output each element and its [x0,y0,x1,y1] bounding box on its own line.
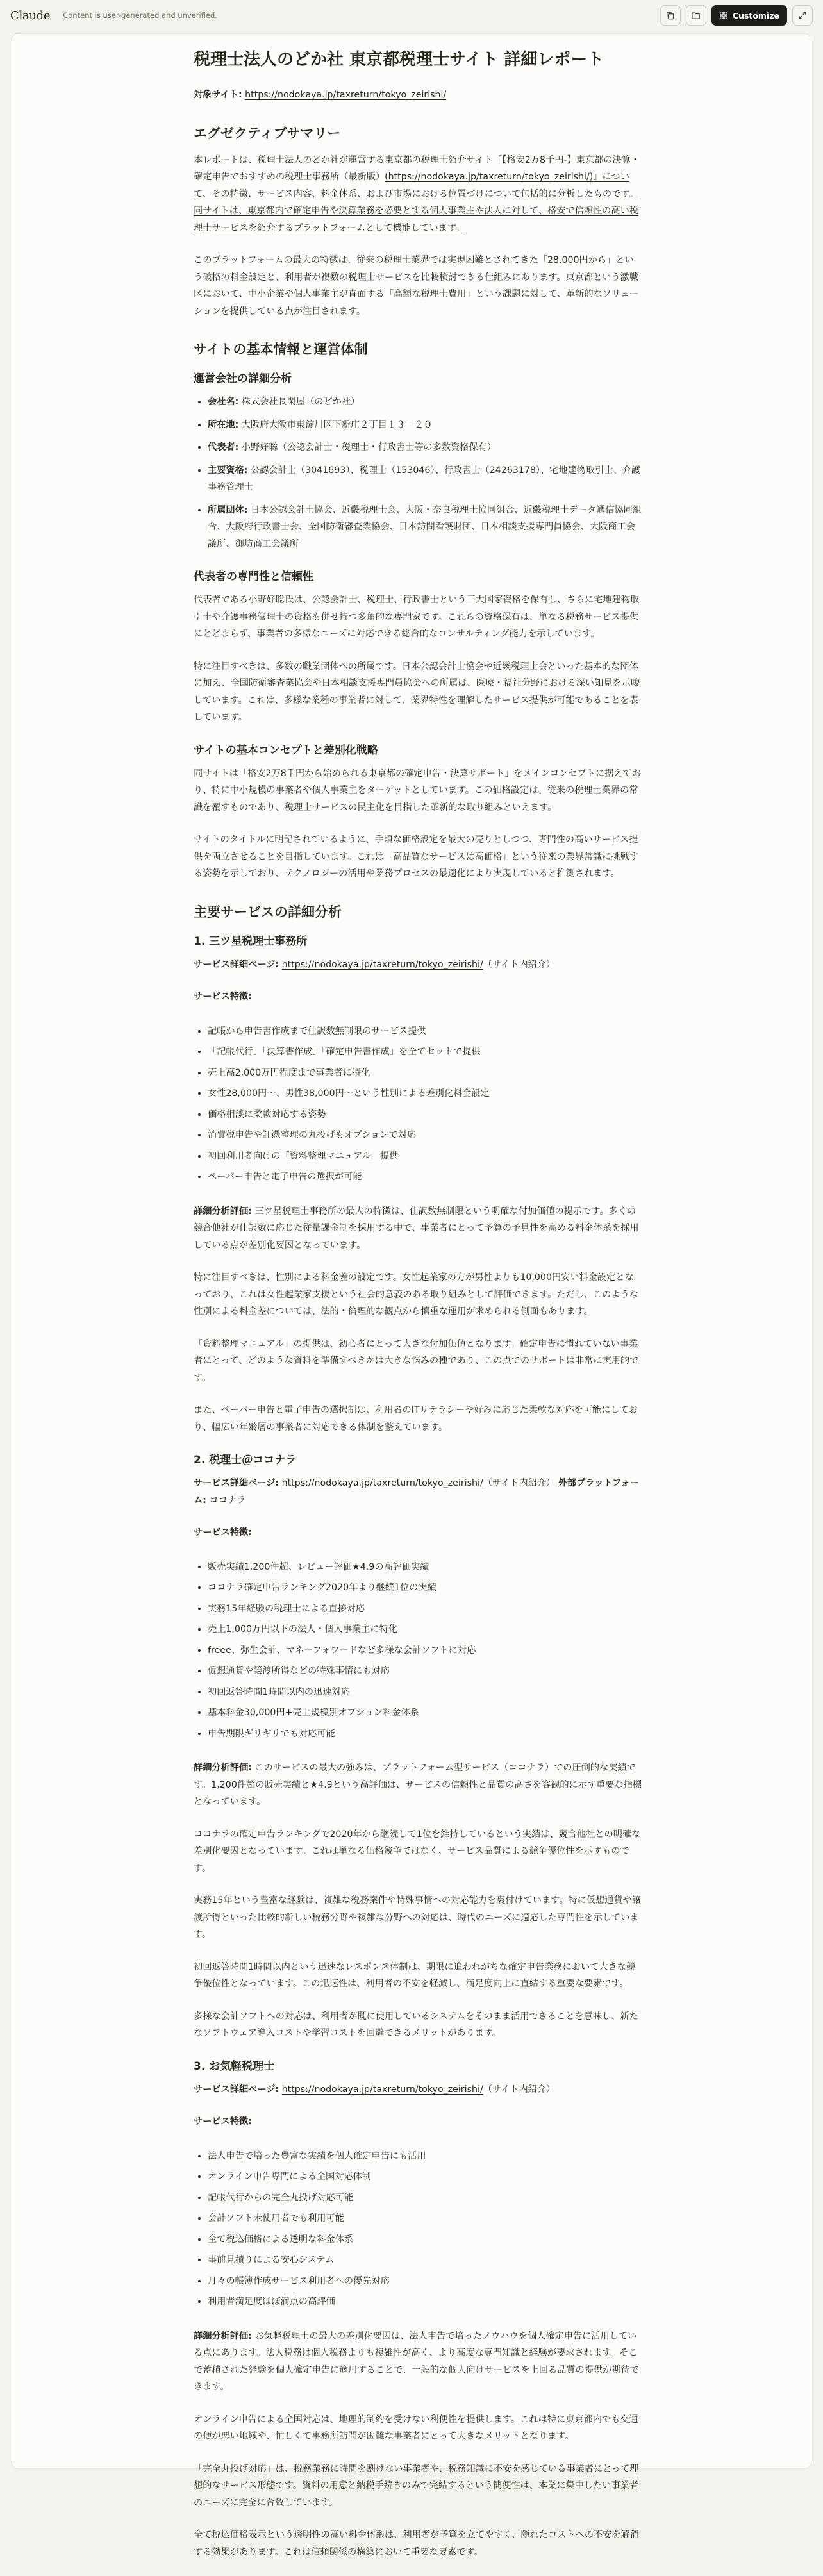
company-info-list [194,394,642,553]
features-label-line [194,2113,642,2131]
customize-label: Customize [732,10,779,21]
company-info-item [208,417,642,434]
feature-item: • オンライン申告専門による全国対応体制 [208,2166,642,2188]
concept-paragraph: サイトのタイトルに明記されているように、手頃な価格設定を最大の売りとしつつ、専門性の高いサービス提供を両立させることを目指しています。これは「高品質なサービスは高価格」という従来の業界常識に挑戦する姿勢を示しており、テクノロジーの活用や業務プロセスの最適化により実現していると推測されます。 [194,835,639,879]
executive-paragraph [194,152,642,237]
expand-button[interactable] [792,5,813,26]
evaluation-paragraph [194,1759,642,1811]
info-value: 公認会計士（3041693）、税理士（153046）、行政書士（24263178）、宅地建物取引士、介護事務管理士 [208,465,641,492]
feature-item: • 仮想通貨や譲渡所得などの特殊事情にも対応 [208,1661,642,1682]
subheading-representative: 代表者の専門性と信頼性 [194,570,313,583]
service-page-line [194,1475,642,1509]
toolbar-actions [660,5,813,26]
feature-item: • 価格相談に柔軟対応する姿勢 [208,1104,642,1126]
target-site-label: 対象サイト: [194,90,242,100]
service-page-suffix: （サイト内紹介） [483,2084,556,2095]
feature-item: • ココナラ確定申告ランキング2020年より継続1位の実績 [208,1577,642,1599]
service-page-link[interactable]: https://nodokaya.jp/taxreturn/tokyo_zeirishi/ [281,1478,483,1488]
evaluation-paragraph: ココナラの確定申告ランキングで2020年から継続して1位を維持しているという実績は、競合他社との明確な差別化要因となっています。これは単なる価格競争ではなく、サービス品質による競争優位性を示すものです。 [194,1829,641,1874]
feature-item: • freee、弥生会計、マネーフォワードなど多様な会計ソフトに対応 [208,1640,642,1661]
company-info-item [208,394,642,411]
target-site-link[interactable]: https://nodokaya.jp/taxreturn/tokyo_zeirishi/ [245,90,447,100]
feature-item: • 全て税込価格による透明な料金体系 [208,2229,642,2250]
folder-button[interactable] [686,5,706,26]
evaluation-paragraph [194,1203,642,1254]
feature-item: • 初回返答時間1時間以内の迅速対応 [208,1682,642,1703]
evaluation-paragraph: 全て税込価格表示という透明性の高い料金体系は、利用者が予算を立てやすく、隠れたコストへの不安を解消する効果があります。これは信頼関係の構築において重要な要素です。 [194,2530,639,2557]
info-label: 会社名: [208,397,239,407]
evaluation-paragraph [194,2328,642,2396]
feature-item: • 申告期限ギリギリでも対応可能 [208,1724,642,1745]
feature-item: • 会計ソフト未使用者でも利用可能 [208,2208,642,2229]
document-panel [12,33,811,2557]
service-feature-list [194,1557,642,1745]
info-value: 大阪府大阪市東淀川区下新庄２丁目１３－２０ [238,419,433,430]
unverified-notice: Content is user-generated and unverified. [63,11,217,20]
top-bar [0,0,823,31]
feature-item: • 利用者満足度ほぼ満点の高評価 [208,2291,642,2313]
executive-paragraph: このプラットフォームの最大の特徴は、従来の税理士業界では実現困難とされてきた「28,000円から」という破格の料金設定と、利用者が複数の税理士サービスを比較検討できる仕組みにあります。東京都という激戦区において、中小企業や個人事業主が直面する「高額な税理士費用」という課題に対して、革新的なソリューションを提供している点が注目されます。 [194,255,639,317]
info-label: 所属団体: [208,504,248,515]
evaluation-paragraph: 実務15年という豊富な経験は、複雑な税務案件や特殊事情への対応能力を裏付けています。特に仮想通貨や譲渡所得といった比較的新しい税務分野や複雑な分野への対応は、時代のニーズに適応した専門性を示しています。 [194,1895,641,1940]
evaluation-text: 三ツ星税理士事務所の最大の特徴は、仕訳数無制限という明確な付加価値の提示です。多くの競合他社が仕訳数に応じた従量課金制を採用する中で、事業者にとって予算の予見性を高める料金体系を採用している点が差別化要因となっています。 [194,1206,639,1251]
feature-item: • 月々の帳簿作成サービス利用者への優先対応 [208,2271,642,2292]
evaluation-paragraph: 「完全丸投げ対応」は、税務業務に時間を割けない事業者や、税務知識に不安を感じている事業者にとって理想的なサービス形態です。資料の用意と納税手続きのみで完結するという簡便性は、本業に集中したい事業者のニーズに完全に合致しています。 [194,2463,639,2508]
target-site-line [194,87,642,104]
feature-item: • 「記帳代行」「決算書作成」「確定申告書作成」を全てセットで提供 [208,1042,642,1063]
features-label: サービス特徴: [194,992,252,1002]
service-feature-list [194,1021,642,1188]
features-label-line [194,988,642,1006]
folder-icon [691,11,701,21]
company-info-item [208,462,642,496]
feature-item: • 記帳代行からの完全丸投げ対応可能 [208,2188,642,2209]
company-info-item [208,502,642,553]
service-page-label: サービス詳細ページ: [194,2084,279,2095]
feature-item: • 法人申告で培った豊富な実績を個人確定申告にも活用 [208,2146,642,2167]
evaluation-paragraph: 多様な会計ソフトへの対応は、利用者が既に使用しているシステムをそのまま活用できることを意味し、新たなソフトウェア導入コストや学習コストを回避できるメリットがあります。 [194,2011,638,2038]
service-heading-okigaru: 3. お気軽税理士 [194,2059,275,2073]
section-heading-executive-summary: エグゼクティブサマリー [194,125,341,141]
service-heading-coconala: 2. 税理士＠ココナラ [194,1454,297,1467]
external-platform-label: 外部プラットフォーム: [194,1478,640,1506]
service-page-suffix: （サイト内紹介） [483,1478,556,1488]
feature-item: • 売上1,000万円以下の法人・個人事業主に特化 [208,1619,642,1640]
feature-item: • 記帳から申告書作成まで仕訳数無制限のサービス提供 [208,1021,642,1042]
features-label: サービス特徴: [194,2116,252,2127]
feature-item: • 基本料金30,000円+売上規模別オプション料金体系 [208,1702,642,1724]
feature-item: • ペーパー申告と電子申告の選択が可能 [208,1167,642,1188]
info-label: 所在地: [208,419,239,430]
claude-logo: Claude [10,8,51,22]
section-heading-services: 主要サービスの詳細分析 [194,904,342,920]
feature-item: • 売上高2,000万円程度まで事業者に特化 [208,1063,642,1084]
service-page-suffix: （サイト内紹介） [483,959,556,970]
evaluation-paragraph: 「資料整理マニュアル」の提供は、初心者にとって大きな付加価値となります。確定申告に慣れていない事業者にとって、どのような資料を準備すべきかは大きな悩みの種であり、この点でのサポートは非常に実用的です。 [194,1338,639,1383]
executive-link-text[interactable]: (https://nodokaya.jp/taxreturn/tokyo_zeirishi/)」について、その特徴、サービス内容、料金体系、および市場における位置づけについて包括的に分析したものです。同サイトは、東京都内で確定申告や決算業務を必要とする個人事業主や法人に対して、格安で信頼性の高い税理士サービスを紹介するプラットフォームとして機能しています。 [194,172,638,233]
executive-text: 本レポートは、税理士法人のどか社が運営する東京都の税理士紹介サイト「【格安2万8千円-】東京都の決算・確定申告でおすすめの税理士事務所（最新版） [194,154,640,182]
copy-icon [665,11,675,21]
info-value: 日本公認会計士協会、近畿税理士会、大阪・奈良税理士協同組合、近畿税理士データ通信協同組合、大阪府行政書士会、全国防衛審査業協会、日本訪問看護財団、日本相談支援専門員協会、大阪商工会議所、御坊商工会議所 [208,504,642,549]
service-page-link[interactable]: https://nodokaya.jp/taxreturn/tokyo_zeirishi/ [281,959,483,970]
page-title: 税理士法人のどか社 東京都税理士サイト 詳細レポート [194,50,604,69]
section-heading-basic-info: サイトの基本情報と運営体制 [194,342,368,357]
feature-item: • 消費税申告や証憑整理の丸投げもオプションで対応 [208,1125,642,1146]
features-label: サービス特徴: [194,1527,252,1538]
service-feature-list [194,2146,642,2313]
copy-button[interactable] [660,5,681,26]
feature-item: • 実務15年経験の税理士による直接対応 [208,1599,642,1620]
subheading-concept: サイトの基本コンセプトと差別化戦略 [194,744,378,757]
expand-icon [798,11,807,20]
company-info-item [208,439,642,456]
service-page-label: サービス詳細ページ: [194,959,279,970]
feature-item: • 販売実績1,200件超、レビュー評価★4.9の高評価実績 [208,1557,642,1578]
evaluation-label: 詳細分析評価: [194,2331,252,2341]
evaluation-paragraph: 特に注目すべきは、性別による料金差の設定です。女性起業家の方が男性よりも10,000円安い料金設定となっており、これは女性起業家支援という社会的意義のある取り組みとして評価できます。ただし、このような性別による料金差については、法的・倫理的な観点から慎重な運用が求められる側面もあります。 [194,1272,639,1317]
report-content [194,48,642,2576]
service-page-line [194,2081,642,2098]
info-label: 主要資格: [208,465,248,476]
service-heading-mitsuboshi: 1. 三ツ星税理士事務所 [194,935,308,948]
representative-paragraph: 代表者である小野好聡氏は、公認会計士、税理士、行政書士という三大国家資格を保有し、さらに宅地建物取引士や介護事務管理士の資格も併せ持つ多角的な専門家です。これらの資格保有は、単なる税務サービス提供にとどまらず、事業者の多様なニーズに対応できる総合的なコンサルティング能力を示しています。 [194,595,640,639]
evaluation-text: このサービスの最大の強みは、プラットフォーム型サービス（ココナラ）での圧倒的な実績です。1,200件超の販売実績と★4.9という高評価は、サービスの信頼性と品質の高さを客観的に示す重要な指標となっています。 [194,1763,642,1807]
info-label: 代表者: [208,442,239,453]
evaluation-label: 詳細分析評価: [194,1206,252,1217]
info-value: 小野好聡（公認会計士・税理士・行政書士等の多数資格保有） [238,442,497,453]
service-page-line [194,956,642,974]
feature-item: • 初回利用者向けの「資料整理マニュアル」提供 [208,1146,642,1167]
subheading-company-analysis: 運営会社の詳細分析 [194,372,292,385]
service-page-link[interactable]: https://nodokaya.jp/taxreturn/tokyo_zeirishi/ [281,2084,483,2095]
feature-item: • 事前見積りによる安心システム [208,2250,642,2271]
evaluation-paragraph: オンライン申告による全国対応は、地理的制約を受けない利便性を提供します。これは特に東京都内でも交通の便が悪い地域や、忙しくて事務所訪問が困難な事業者にとって大きなメリットとなります。 [194,2414,638,2441]
service-page-label: サービス詳細ページ: [194,1478,279,1488]
info-value: 株式会社長閑屋（のどか社） [238,397,360,407]
evaluation-text: お気軽税理士の最大の差別化要因は、法人申告で培ったノウハウを個人確定申告に活用している点にあります。法人税務は個人税務よりも複雑性が高く、より高度な専門知識と経験が要求されます。そこで蓄積された経験を個人確定申告に適用することで、一般的な個人向けサービスを上回る品質の提供が期待できます。 [194,2331,639,2392]
features-label-line [194,1524,642,1541]
representative-paragraph: 特に注目すべきは、多数の職業団体への所属です。日本公認会計士協会や近畿税理士会といった基本的な団体に加え、全国防衛審査業協会や日本相談支援専門員協会への所属は、医療・福祉分野における深い知見を示唆しています。これは、多様な業種の事業者に対して、業界特性を理解したサービス提供が可能であることを表しています。 [194,661,640,722]
feature-item: • 女性28,000円〜、男性38,000円〜という性別による差別化料金設定 [208,1083,642,1104]
evaluation-paragraph: 初回返答時間1時間以内という迅速なレスポンス体制は、期限に追われがちな確定申告業務において大きな競争優位性となっています。この迅速性は、利用者の不安を軽減し、満足度向上に直結する重要な要素です。 [194,1961,636,1989]
evaluation-label: 詳細分析評価: [194,1763,252,1773]
customize-button[interactable] [711,5,787,26]
customize-icon [719,11,728,20]
external-platform-value: ココナラ [206,1495,246,1506]
evaluation-paragraph: また、ペーパー申告と電子申告の選択制は、利用者のITリテラシーや好みに応じた柔軟な対応を可能にしており、幅広い年齢層の事業者に対応できる体制を整えています。 [194,1405,638,1433]
concept-paragraph: 同サイトは「格安2万8千円から始められる東京都の確定申告・決算サポート」をメインコンセプトに据えており、特に中小規模の事業者や個人事業主をターゲットとしています。この価格設定は、従来の税理士業界の常識を覆すものであり、税理士サービスの民主化を目指した革新的な取り組みといえます。 [194,768,641,813]
